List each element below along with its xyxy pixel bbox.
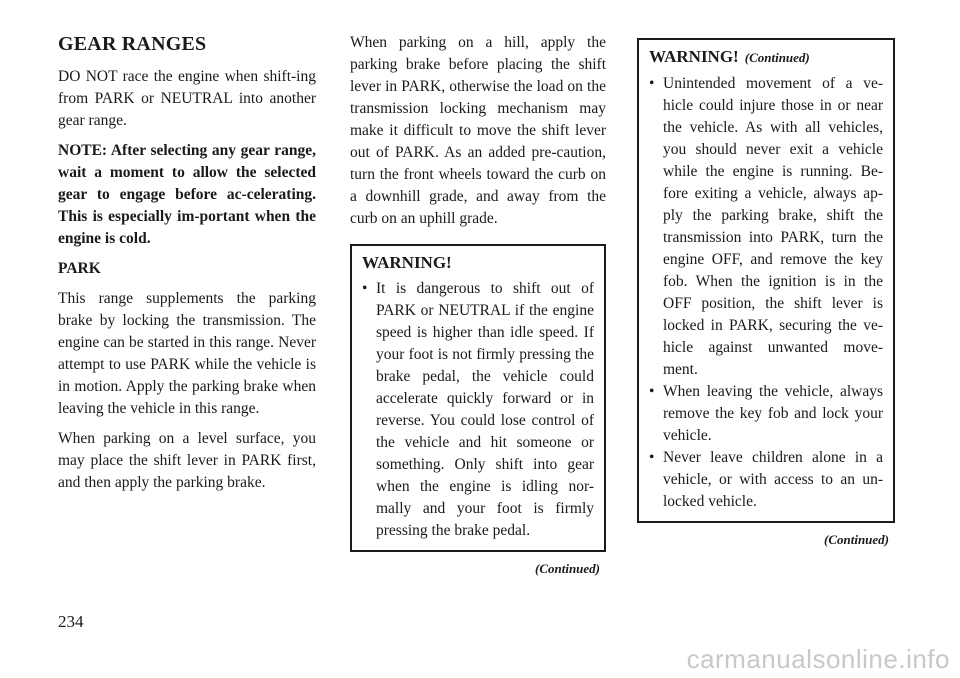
warning-bullet-item <box>362 278 594 542</box>
paragraph-park-range: This range supplements the parking brake by locking the transmission. The engine can be started in this range. Never attempt to use PARK while the vehicle is in motion. Apply the parking brake when leaving the vehicle in this range. <box>58 290 316 417</box>
paragraph-race-engine: DO NOT race the engine when shift-ing from PARK or NEUTRAL into another gear range. <box>58 68 316 129</box>
warning-title: WARNING! <box>362 253 452 272</box>
left-column <box>58 32 316 502</box>
warning-box <box>350 244 606 552</box>
note-paragraph: NOTE: After selecting any gear range, wait a moment to allow the selected gear to engage before ac-celerating. This is especially im-portant when the engine is cold. <box>58 142 316 247</box>
warning-bullet-item <box>649 73 883 381</box>
middle-column <box>350 32 606 580</box>
right-column <box>637 38 895 551</box>
bullet-icon: • <box>649 383 655 400</box>
bullet-icon: • <box>362 280 368 297</box>
warning-title-text: WARNING! <box>649 47 739 66</box>
paragraph-hill-parking: When parking on a hill, apply the parking brake before placing the shift lever in PARK, otherwise the load on the transmission locking mechanism may make it difficult to move the shift lever out of PARK. As an added pre-caution, turn the front wheels toward the curb on a downhill grade, and away from the curb on an uphill grade. <box>350 34 606 227</box>
continued-label: (Continued) <box>823 532 889 547</box>
warning-bullet-item <box>649 447 883 513</box>
warning-title <box>649 46 883 69</box>
warning-bullet-item <box>649 381 883 447</box>
page-number: 234 <box>58 612 84 631</box>
section-heading: GEAR RANGES <box>58 33 207 55</box>
warning-list <box>362 278 594 542</box>
warning-bullet-text: Unintended movement of a ve-hicle could injure those in or near the vehicle. As with all vehicles, you should never exit a vehicle while the engine is running. Be-fore exiting a vehicle, always ap-ply the parking brake, shift the transmission into PARK, turn the engine OFF, and remove the key fob. When the ignition is in the OFF position, the shift lever is locked in PARK, securing the ve-hicle against unwanted move-ment. <box>663 75 883 378</box>
warning-bullet-text: It is dangerous to shift out of PARK or NEUTRAL if the engine speed is higher than idle speed. If your foot is not firmly pressing the brake pedal, the vehicle could accelerate quickly forward or in reverse. You could lose control of the vehicle and hit someone or something. Only shift into gear when the engine is idling nor-mally and your foot is firmly pressing the brake pedal. <box>376 280 594 539</box>
warning-bullet-text: Never leave children alone in a vehicle, or with access to an un-locked vehicle. <box>663 449 883 510</box>
warning-bullet-text: When leaving the vehicle, always remove the key fob and lock your vehicle. <box>663 383 883 444</box>
bullet-icon: • <box>649 75 655 92</box>
bullet-icon: • <box>649 449 655 466</box>
paragraph-level-surface: When parking on a level surface, you may place the shift lever in PARK first, and then apply the parking brake. <box>58 430 316 491</box>
park-subheading: PARK <box>58 260 101 277</box>
warning-list <box>649 73 883 513</box>
warning-continued-tag: (Continued) <box>744 50 810 65</box>
watermark-text: carmanualsonline.info <box>686 644 950 674</box>
warning-box-continued <box>637 38 895 523</box>
continued-label: (Continued) <box>534 561 600 576</box>
